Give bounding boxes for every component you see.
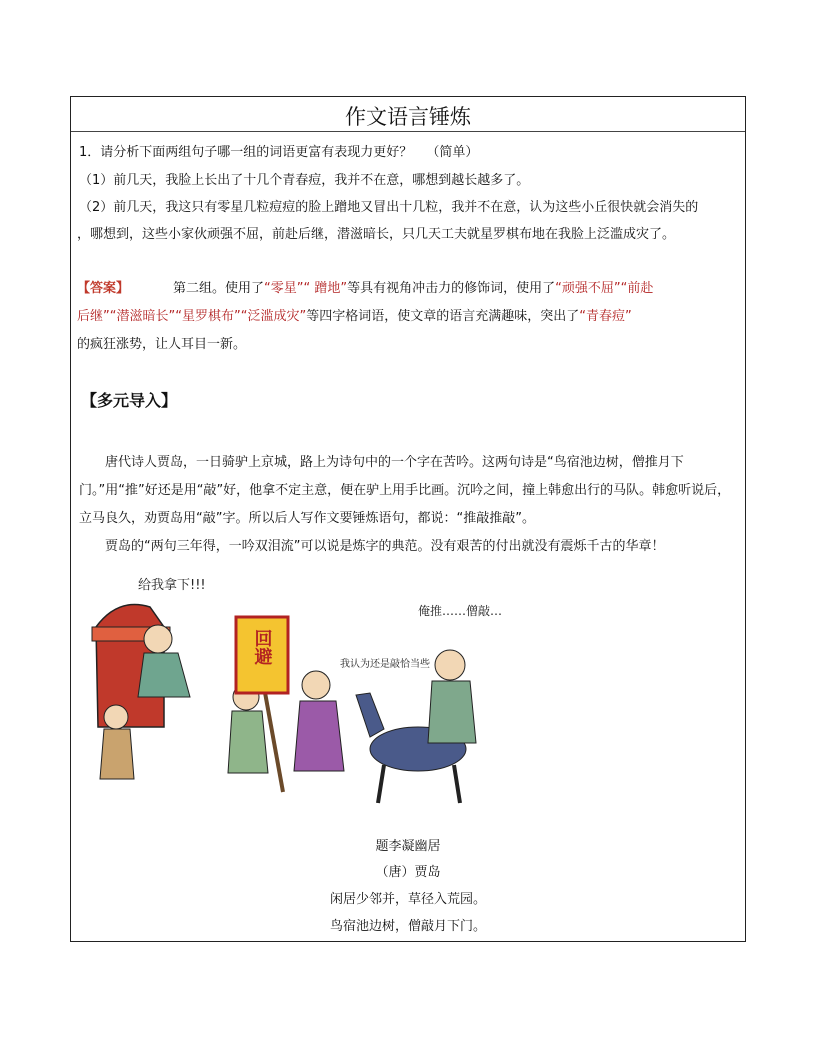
poem-title: 题李凝幽居: [375, 839, 441, 854]
story-paragraph-2: 贾岛的“两句三年得，一吟双泪流”可以说是炼字的典范。没有艰苦的付出就没有震烁千古的华章！: [105, 539, 665, 554]
poem-line-2: 鸟宿池边树，僧敲月下门。: [329, 919, 486, 934]
sign-pole: [264, 687, 283, 792]
difficulty-label: （简单）: [426, 145, 479, 160]
official-robe: [138, 653, 190, 697]
question-line: [79, 144, 478, 162]
donkey-head: [356, 693, 384, 737]
jia-dao-illustration: [78, 567, 540, 817]
answer-block: 【答案】 第二组。使用了“零星”“ 蹭地”等具有视角冲击力的修饰词，使用了“顽强不屈”“前赴 后继”“潜滋暗长”“星罗棋布”“泛滥成灾”等四字格词语，使文章的语言充满趣味，突出了“青春痘” 的疯狂涨势，让人耳目一新。: [77, 281, 654, 352]
story-paragraph-1: 唐代诗人贾岛，一日骑驴上京城，路上为诗句中的一个字在苦吟。这两句诗是“鸟宿池边树，僧推月下门。”用“推”好还是用“敲”好，他拿不定主意，便在驴上用手比画。沉吟之间，撞上韩愈出行的马队。韩愈听说后，立马良久，劝贾岛用“敲”字。所以后人写作文要锤炼语句，都说：“推敲推敲”。: [79, 455, 731, 526]
official-head: [144, 625, 172, 653]
guard-body: [228, 711, 268, 773]
jia-dao-robe: [428, 681, 476, 743]
bubble-jiadao: 俺推……僧敲…: [418, 604, 503, 618]
jia-dao-head: [435, 650, 465, 680]
sentence-2-line1: （2）前几天，我这只有零星几粒痘痘的脸上蹭地又冒出十几粒，我并不在意，认为这些小丘很快就会消失的: [79, 200, 699, 215]
attendant-body: [294, 701, 344, 771]
worksheet-frame: [70, 96, 746, 942]
sentence-1: （1）前几天，我脸上长出了十几个青春痘，我并不在意，哪想到越长越多了。: [79, 173, 530, 188]
bearer-head: [104, 705, 128, 729]
donkey-leg: [378, 765, 384, 803]
section-heading: 【多元导入】: [81, 391, 178, 410]
bubble-official: 我认为还是敲恰当些: [340, 659, 430, 670]
poem-line-1: 闲居少邻并，草径入荒园。: [329, 892, 486, 907]
question-text: 1．请分析下面两组句子哪一组的词语更富有表现力更好？: [79, 145, 413, 160]
donkey-leg: [454, 765, 460, 803]
bearer-body: [100, 729, 134, 779]
sentence-2-line2: ，哪想到，这些小家伙顽强不屈，前赴后继，潜滋暗长，只几天工夫就星罗棋布地在我脸上泛滥成灾了。: [77, 227, 676, 242]
answer-label: 【答案】: [77, 281, 130, 296]
poem-author: （唐）贾岛: [375, 865, 441, 880]
title-divider: [71, 131, 745, 132]
attendant-head: [302, 671, 330, 699]
shout-text: 给我拿下!!!: [138, 578, 206, 593]
sign-text: 回避: [251, 629, 273, 665]
page-title: 作文语言锤炼: [345, 105, 471, 129]
